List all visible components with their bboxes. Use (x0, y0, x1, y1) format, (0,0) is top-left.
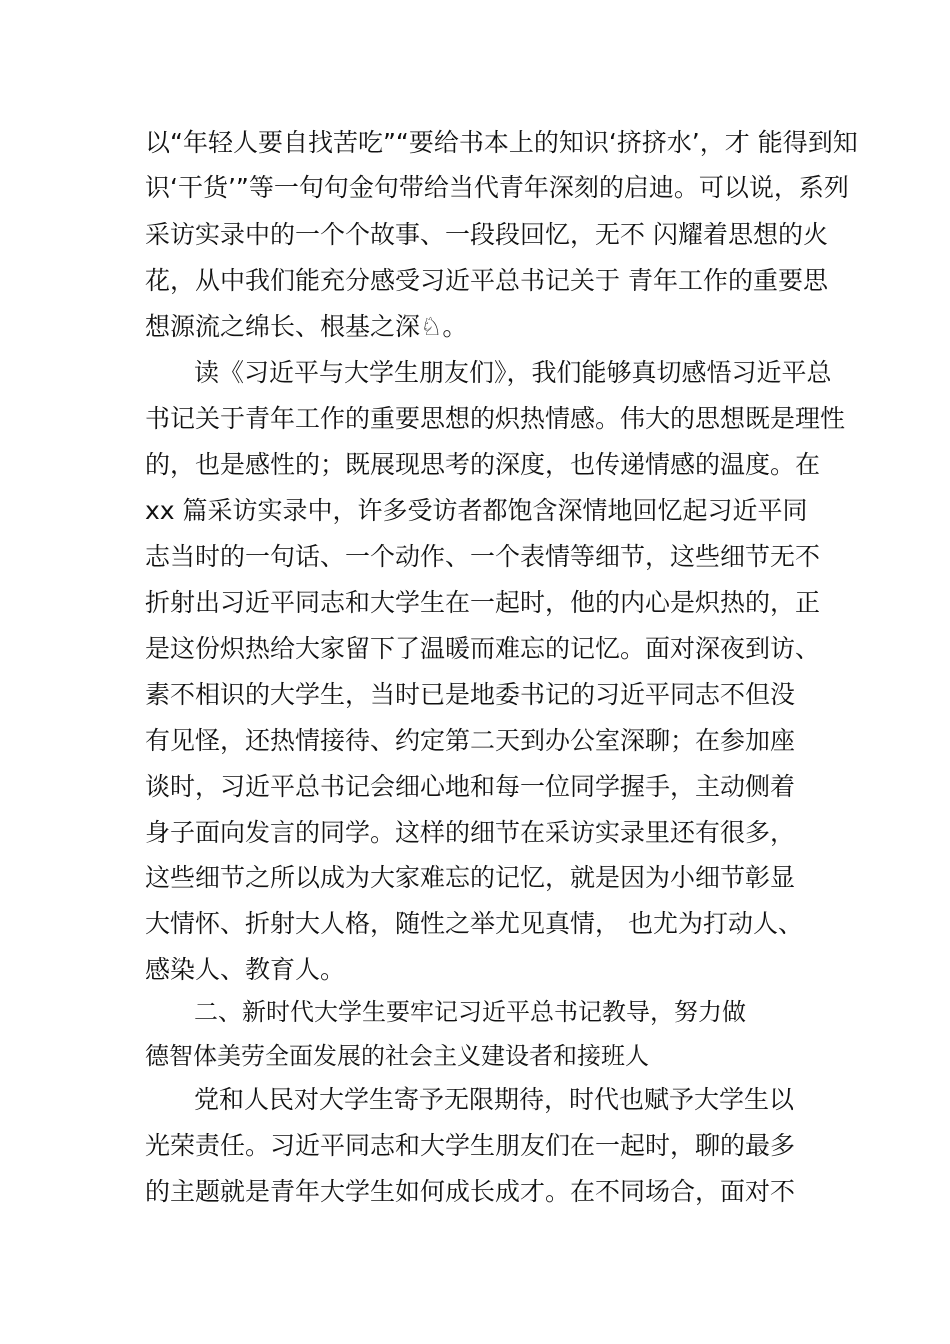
text-line: 是这份炽热给大家留下了温暖而难忘的记忆。面对深夜到访、 (145, 634, 821, 663)
text-line: 素不相识的大学生，当时已是地委书记的习近平同志不但没 (145, 680, 796, 709)
text-line: 的，也是感性的；既展现思考的深度，也传递情感的温度。在 (145, 450, 821, 479)
text-line: 花，从中我们能充分感受习近平总书记关于 青年工作的重要思 (145, 266, 828, 295)
section-heading: 二、新时代大学生要牢记习近平总书记教导，努力做 (194, 998, 746, 1026)
text-line: 采访实录中的一个个故事、一段段回忆，无不 闪耀着思想的火 (145, 220, 828, 249)
section-heading: 德智体美劳全面发展的社会主义建设者和接班人 (145, 1042, 649, 1070)
text-line: 这些细节之所以成为大家难忘的记忆，就是因为小细节彰显 (145, 863, 796, 892)
paragraph-first-line: 党和人民对大学生寄予无限期待，时代也赋予大学生以 (194, 1085, 795, 1114)
text-line: 谈时，习近平总书记会细心地和每一位同学握手，主动侧着 (145, 772, 796, 801)
text-line: 有见怪，还热情接待、约定第二天到办公室深聊；在参加座 (145, 726, 796, 755)
text-line: 志当时的一句话、一个动作、一个表情等细节，这些细节无不 (145, 542, 821, 571)
text-line: 折射出习近平同志和大学生在一起时，他的内心是炽热的，正 (145, 588, 821, 617)
text-line: 想源流之绵长、根基之深♘。 (145, 312, 468, 341)
text-line: 大情怀、折射大人格，随性之举尤见真情， 也尤为打动人、 (145, 909, 803, 938)
text-line: 光荣责任。习近平同志和大学生朋友们在一起时，聊的最多 (145, 1131, 796, 1160)
text-line: 识‘干货’”等一句句金句带给当代青年深刻的启迪。可以说，系列 (145, 173, 849, 202)
paragraph-first-line: 读《习近平与大学生朋友们》，我们能够真切感悟习近平总 (194, 358, 832, 387)
text-line: 身子面向发言的同学。这样的细节在采访实录里还有很多， (145, 818, 796, 847)
text-line: 感染人、教育人。 (145, 955, 346, 984)
text-line: xx 篇采访实录中，许多受访者都饱含深情地回忆起习近平同 (145, 496, 808, 525)
text-line: 以“年轻人要自找苦吃”“要给书本上的知识‘挤挤水’，才 能得到知 (145, 128, 858, 157)
text-line: 书记关于青年工作的重要思想的炽热情感。伟大的思想既是理性 (145, 404, 846, 433)
text-line: 的主题就是青年大学生如何成长成才。在不同场合，面对不 (145, 1177, 796, 1206)
